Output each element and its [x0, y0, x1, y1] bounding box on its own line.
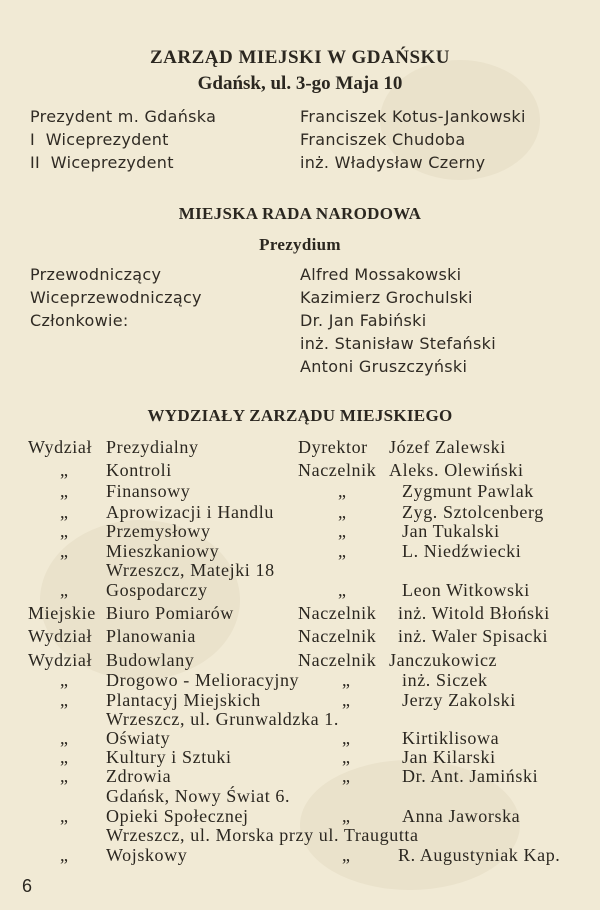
- department-person: Aleks. Olewiński: [389, 460, 524, 480]
- departments-title: WYDZIAŁY ZARZĄDU MIEJSKIEGO: [147, 406, 453, 425]
- department-prefix: Miejskie: [28, 603, 96, 623]
- department-person: Kirtiklisowa: [402, 728, 500, 748]
- department-person: Leon Witkowski: [402, 580, 530, 600]
- department-mark: „: [338, 502, 347, 522]
- department-name: Drogowo - Melioracyjny: [106, 670, 300, 690]
- department-name: Opieki Społecznej: [106, 806, 249, 826]
- department-name: Prezydialny: [106, 437, 199, 457]
- council-name: Kazimierz Grochulski: [300, 288, 473, 307]
- department-mark: Naczelnik: [298, 650, 377, 670]
- department-prefix: „: [60, 728, 69, 748]
- department-prefix: „: [60, 670, 69, 690]
- department-mark: „: [342, 845, 351, 865]
- department-mark: „: [338, 541, 347, 561]
- council-title: MIEJSKA RADA NARODOWA: [178, 204, 422, 223]
- council-role: Wiceprzewodniczący: [30, 288, 202, 307]
- department-name: Budowlany: [106, 650, 195, 670]
- council-role: Przewodniczący: [30, 265, 162, 284]
- official-role: Prezydent m. Gdańska: [30, 107, 217, 126]
- page-address: Gdańsk, ul. 3-go Maja 10: [197, 73, 403, 94]
- department-prefix: Wydział: [28, 626, 93, 646]
- department-address: Wrzeszcz, ul. Grunwaldzka 1.: [106, 709, 339, 729]
- department-mark: „: [342, 690, 351, 710]
- department-prefix: „: [60, 747, 69, 767]
- department-prefix: „: [60, 845, 69, 865]
- council-name: Antoni Gruszczyński: [300, 357, 468, 376]
- department-prefix: Wydział: [28, 437, 93, 457]
- department-mark: „: [342, 806, 351, 826]
- department-person: Jan Tukalski: [402, 521, 500, 541]
- council-name: Alfred Mossakowski: [300, 265, 462, 284]
- official-name: Franciszek Kotus-Jankowski: [300, 107, 526, 126]
- department-address: Wrzeszcz, ul. Morska przy ul. Traugutta: [106, 825, 419, 845]
- department-mark: „: [342, 670, 351, 690]
- department-name: Wojskowy: [106, 845, 188, 865]
- department-person: Jan Kilarski: [402, 747, 496, 767]
- department-prefix: „: [60, 460, 69, 480]
- department-name: Gospodarczy: [106, 580, 208, 600]
- department-mark: „: [342, 728, 351, 748]
- council-role: Członkowie:: [30, 311, 129, 330]
- department-mark: Naczelnik: [298, 626, 377, 646]
- department-name: Przemysłowy: [106, 521, 211, 541]
- department-name: Kontroli: [106, 460, 172, 480]
- department-mark: Dyrektor: [298, 437, 368, 457]
- page-title: ZARZĄD MIEJSKI W GDAŃSKU: [149, 47, 451, 68]
- department-name: Planowania: [106, 626, 196, 646]
- department-name: Aprowizacji i Handlu: [106, 502, 274, 522]
- department-mark: „: [342, 766, 351, 786]
- official-name: Franciszek Chudoba: [300, 130, 466, 149]
- department-prefix: „: [60, 690, 69, 710]
- department-person: inż. Witold Błoński: [398, 603, 550, 623]
- department-person: Janczukowicz: [389, 650, 498, 670]
- department-name: Kultury i Sztuki: [106, 747, 232, 767]
- department-name: Finansowy: [106, 481, 191, 501]
- department-prefix: „: [60, 806, 69, 826]
- department-address: Gdańsk, Nowy Świat 6.: [106, 786, 291, 806]
- department-person: inż. Siczek: [402, 670, 488, 690]
- department-mark: „: [342, 747, 351, 767]
- department-name: Zdrowia: [106, 766, 172, 786]
- council-name: Dr. Jan Fabiński: [300, 311, 427, 330]
- department-prefix: Wydział: [28, 650, 93, 670]
- department-person: Zygmunt Pawlak: [402, 481, 534, 501]
- department-mark: Naczelnik: [298, 603, 377, 623]
- department-prefix: „: [60, 502, 69, 522]
- department-person: L. Niedźwiecki: [402, 541, 522, 561]
- department-prefix: „: [60, 580, 69, 600]
- department-mark: „: [338, 481, 347, 501]
- council-name: inż. Stanisław Stefański: [300, 334, 496, 353]
- department-person: Józef Zalewski: [389, 437, 506, 457]
- council-subtitle: Prezydium: [259, 235, 341, 254]
- department-person: R. Augustyniak Kap.: [398, 845, 561, 865]
- department-prefix: „: [60, 766, 69, 786]
- department-prefix: „: [60, 541, 69, 561]
- department-name: Biuro Pomiarów: [106, 603, 234, 623]
- department-name: Mieszkaniowy: [106, 541, 220, 561]
- department-person: Dr. Ant. Jamiński: [402, 766, 539, 786]
- official-role: II Wiceprezydent: [30, 153, 174, 172]
- department-person: Zyg. Sztolcenberg: [402, 502, 544, 522]
- department-prefix: „: [60, 481, 69, 501]
- page-number: 6: [22, 876, 33, 896]
- department-person: Anna Jaworska: [402, 806, 521, 826]
- department-mark: „: [338, 580, 347, 600]
- department-name: Oświaty: [106, 728, 171, 748]
- official-name: inż. Władysław Czerny: [300, 153, 486, 172]
- department-mark: „: [338, 521, 347, 541]
- department-address: Wrzeszcz, Matejki 18: [106, 560, 275, 580]
- department-person: Jerzy Zakolski: [402, 690, 516, 710]
- department-mark: Naczelnik: [298, 460, 377, 480]
- department-person: inż. Waler Spisacki: [398, 626, 549, 646]
- official-role: I Wiceprezydent: [30, 130, 169, 149]
- department-prefix: „: [60, 521, 69, 541]
- department-name: Plantacyj Miejskich: [106, 690, 261, 710]
